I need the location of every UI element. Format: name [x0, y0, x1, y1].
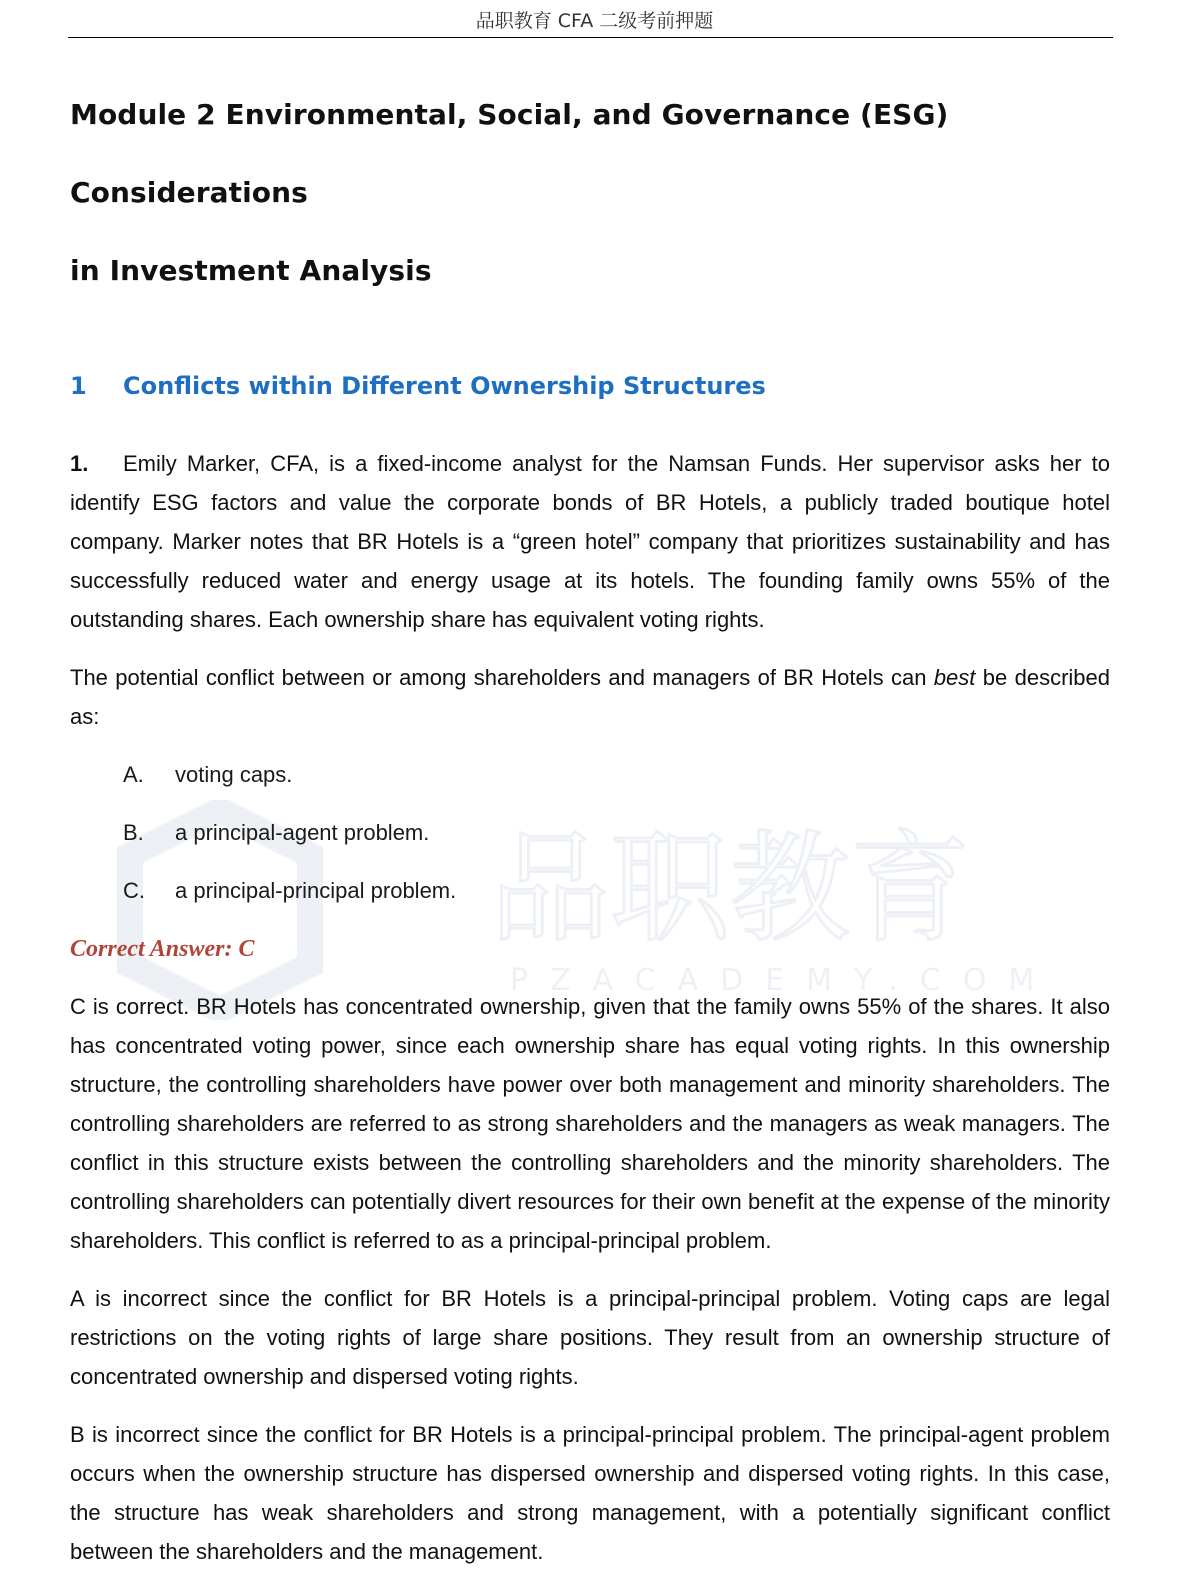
option-letter: B. [123, 820, 144, 845]
section-heading [70, 366, 1110, 406]
correct-answer-label: Correct Answer: C [70, 936, 255, 962]
page-content [70, 76, 1110, 1571]
section-title: Conflicts within Different Ownership Structures [123, 372, 766, 400]
stem-before: The potential conflict between or among shareholders and managers of BR Hotels can [70, 665, 934, 690]
explanation-paragraph-c: C is correct. BR Hotels has concentrated ownership, given that the family owns 55% of the shares. It also has concentrated voting power, since each ownership share has equal voting rights. In this ownership structure, the controlling shareholders have power over both management and minority shareholders. The controlling shareholders are referred to as strong shareholders and the managers as weak managers. The conflict in this structure exists between the controlling shareholders and the minority shareholders. The controlling shareholders can potentially divert resources for their own benefit at the expense of the minority shareholders. This conflict is referred to as a principal-principal problem. [70, 994, 1110, 1253]
option-a [70, 755, 1110, 794]
option-b [70, 813, 1110, 852]
question-body: Emily Marker, CFA, is a fixed-income analyst for the Namsan Funds. Her supervisor asks her to identify ESG factors and value the corporate bonds of BR Hotels, a publicly traded boutique hotel company. Marker notes that BR Hotels is a “green hotel” company that prioritizes sustainability and has successfully reduced water and energy usage at its hotels. The founding family owns 55% of the outstanding shares. Each ownership share has equivalent voting rights. [70, 451, 1110, 632]
question-text [70, 444, 1110, 639]
option-c [70, 871, 1110, 910]
module-title [70, 76, 1110, 310]
option-text: voting caps. [175, 762, 293, 787]
explanation-paragraph-b: B is incorrect since the conflict for BR Hotels is a principal-principal problem. The principal-agent problem occurs when the ownership structure has dispersed ownership and dispersed voting rights. In this case, the structure has weak shareholders and strong management, with a potentially significant conflict between the shareholders and the management. [70, 1422, 1110, 1564]
watermark-text: 品职教育 [490, 820, 970, 959]
stem-emphasis: best [933, 665, 976, 690]
option-text: a principal-agent problem. [175, 820, 430, 845]
question-number: 1. [70, 451, 89, 476]
running-header: 品职教育 CFA 二级考前押题 [475, 10, 714, 32]
stem-after: be described as: [70, 665, 1111, 729]
option-letter: C. [123, 878, 145, 903]
answer-options [70, 755, 1110, 910]
header-rule [68, 37, 1113, 38]
option-text: a principal-principal problem. [175, 878, 457, 903]
watermark-subtext: PZACADEMY.COM [510, 963, 1057, 998]
explanation-paragraph-a: A is incorrect since the conflict for BR Hotels is a principal-principal problem. Voting caps are legal restrictions on the voting rights of large share positions. They result from an ownership structure of concentrated ownership and dispersed voting rights. [70, 1286, 1110, 1389]
module-title-line1: Module 2 Environmental, Social, and Governance (ESG) Considerations [70, 98, 949, 209]
module-title-line2: in Investment Analysis [70, 254, 432, 287]
option-letter: A. [123, 762, 144, 787]
section-number: 1 [70, 372, 87, 400]
question-stem [70, 658, 1110, 736]
